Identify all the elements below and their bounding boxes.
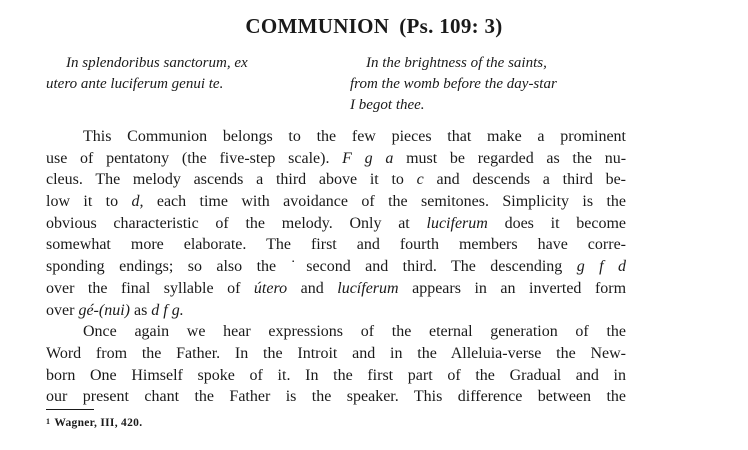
text-span: appears in an inverted form — [412, 279, 627, 297]
text-span: and descends a third be- — [436, 171, 627, 189]
latin-word: útero — [253, 279, 288, 297]
text-span: our present chant the Father is the speaker. This difference between the — [46, 388, 626, 406]
text-span: sponding endings; so also the ˙second and third. The descending — [46, 258, 563, 276]
latin-line: utero ante luciferum genui te. — [46, 76, 224, 92]
text-span: This Communion belongs to the few pieces that make a prominent — [83, 128, 626, 145]
footnote-divider — [46, 409, 94, 410]
latin-verse — [46, 53, 331, 95]
commentary-text — [46, 126, 626, 408]
text-line — [46, 213, 626, 235]
text-line — [46, 321, 626, 343]
text-span: must be regarded as the nu- — [406, 149, 627, 167]
latin-word: lucíferum — [337, 279, 399, 297]
text-line — [46, 191, 626, 213]
text-span: low it to — [46, 193, 119, 211]
text-span: Once again we hear expressions of the eternal generation of the — [83, 323, 626, 341]
text-line — [46, 169, 626, 191]
section-heading — [0, 14, 748, 39]
note-names: c — [416, 171, 424, 189]
text-line — [46, 300, 626, 322]
text-line — [46, 126, 626, 148]
english-line: In the brightness of the saints, — [366, 55, 547, 71]
text-span: cleus. The melody ascends a third above it to — [46, 171, 404, 189]
text-span: Word from the Father. In the Introit and in the Alleluia-verse the New- — [46, 344, 626, 362]
latin-word: luciferum — [426, 214, 488, 232]
note-names: d, — [131, 193, 144, 211]
text-span: somewhat more elaborate. The first and fourth members have corre- — [46, 236, 626, 254]
latin-word: gé-(nui) — [78, 301, 130, 319]
note-names: F g a — [342, 149, 394, 167]
text-span: as — [133, 301, 148, 319]
text-span: use of pentatony (the five-step scale). — [46, 149, 330, 167]
english-line: from the womb before the day-star — [350, 76, 557, 92]
text-line — [46, 343, 626, 365]
text-span: over the final syllable of — [46, 279, 241, 297]
text-line — [46, 148, 626, 170]
text-span: and — [300, 279, 324, 297]
text-span: each time with avoidance of the semitones. Simplicity is the — [156, 193, 627, 211]
footnote-marker: 1 — [46, 417, 51, 426]
text-line — [46, 386, 626, 408]
text-line — [46, 234, 626, 256]
note-names: d f g. — [151, 301, 184, 319]
text-span: over — [46, 301, 75, 319]
text-span: does it become — [504, 214, 627, 232]
text-line — [46, 256, 626, 278]
footnote-text: Wagner, III, 420. — [54, 417, 143, 429]
latin-line: In splendoribus sanctorum, ex — [66, 55, 248, 71]
text-span: born One Himself spoke of it. In the first part of the Gradual and in — [46, 366, 626, 384]
text-span: obvious characteristic of the melody. Only at — [46, 214, 410, 232]
heading-reference: (Ps. 109: 3) — [399, 14, 503, 38]
english-line: I begot thee. — [350, 97, 425, 113]
heading-title: COMMUNION — [245, 14, 390, 38]
note-names: g f d — [576, 258, 627, 276]
english-verse — [350, 53, 625, 116]
footnote — [46, 417, 142, 429]
text-line — [46, 365, 626, 387]
text-line — [46, 278, 626, 300]
